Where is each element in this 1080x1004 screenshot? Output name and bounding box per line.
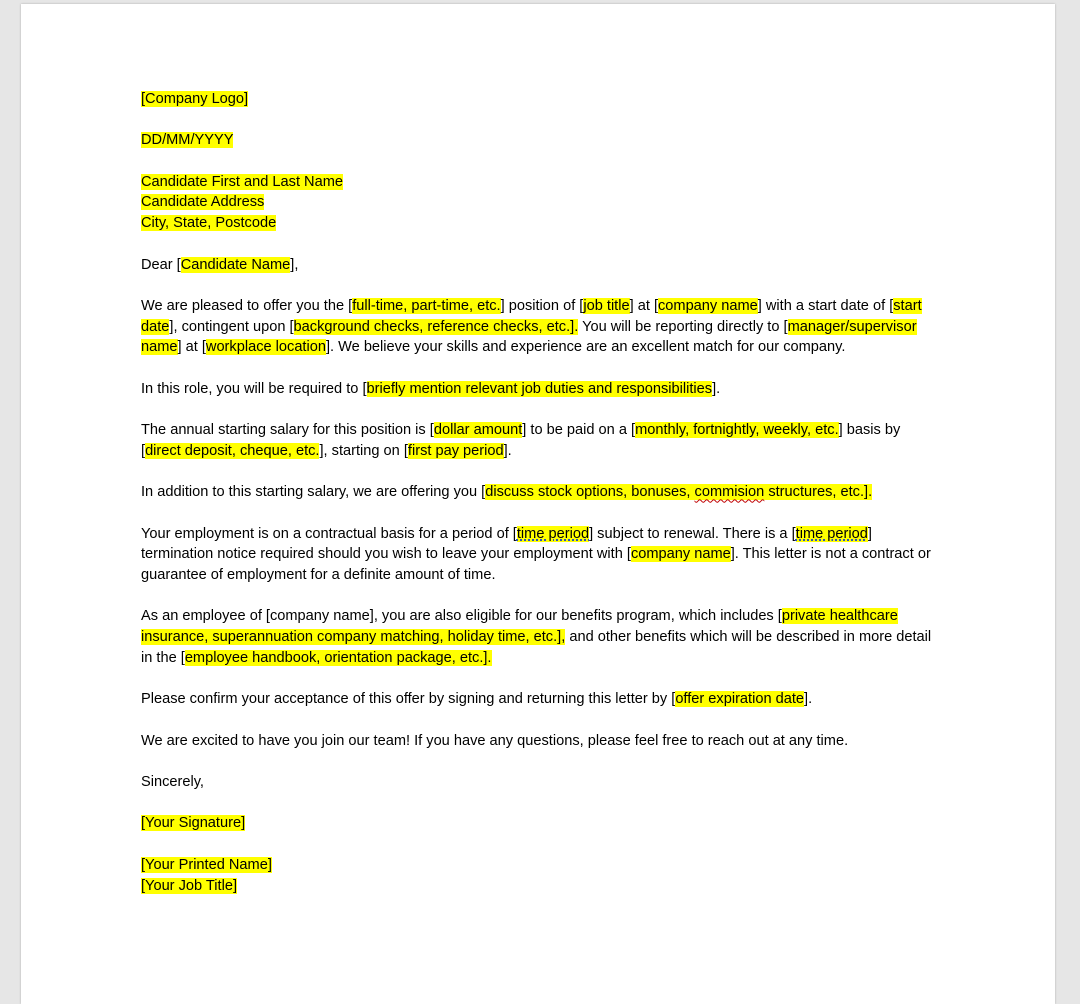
salary-paragraph: The annual starting salary for this position is [dollar amount] to be paid on a [monthly, fortnightly, weekly, etc.] basis by [direct deposit, cheque, etc.], starting on [first pay period]. xyxy=(141,422,901,459)
benefits-paragraph: As an employee of [company name], you are also eligible for our benefits program, which includes [private healthcare insurance, superannuation company matching, holiday time, etc.], and other benefits which will be described in more detail in the [employee handbook, orientation package, etc.]. xyxy=(141,608,932,666)
closing-paragraph: We are excited to have you join our team! If you have any questions, please feel free to reach out at any time. xyxy=(141,732,849,749)
document-page xyxy=(21,4,1055,1004)
job-title-placeholder: [Your Job Title] xyxy=(141,877,237,894)
closing-salutation: Sincerely, xyxy=(141,774,204,791)
greeting: Dear [Candidate Name], xyxy=(141,256,299,273)
additional-compensation-paragraph: In addition to this starting salary, we are offering you [discuss stock options, bonuses, commision structures, etc.]. xyxy=(141,484,873,501)
date-placeholder: DD/MM/YYYY xyxy=(141,132,234,149)
signer-block xyxy=(141,855,941,896)
candidate-name-line: Candidate First and Last Name xyxy=(141,173,343,190)
offer-paragraph: We are pleased to offer you the [full-time, part-time, etc.] position of [job title] at [company name] with a start date of [start date], contingent upon [background checks, reference checks, etc.]. You will be reporting directly to [manager/supervisor name] at [workplace location]. We believe your skills and experience are an excellent match for our company. xyxy=(141,297,922,356)
candidate-city-line: City, State, Postcode xyxy=(141,215,277,232)
signature-placeholder: [Your Signature] xyxy=(141,815,246,832)
printed-name-placeholder: [Your Printed Name] xyxy=(141,856,272,873)
grammar-flag-word[interactable]: time period xyxy=(516,525,590,542)
acceptance-paragraph: Please confirm your acceptance of this offer by signing and returning this letter by [offer expiration date]. xyxy=(141,691,813,708)
spelling-error-word[interactable]: commision xyxy=(694,484,765,501)
company-logo-placeholder: [Company Logo] xyxy=(141,91,249,107)
candidate-address-line: Candidate Address xyxy=(141,194,265,211)
candidate-address-block xyxy=(141,172,941,234)
role-paragraph: In this role, you will be required to [briefly mention relevant job duties and responsibilities]. xyxy=(141,380,721,397)
employment-terms-paragraph: Your employment is on a contractual basis for a period of [time period] subject to renewal. There is a [time period] termination notice required should you wish to leave your employment with [company name]. This letter is not a contract or guarantee of employment for a definite amount of time. xyxy=(141,525,931,584)
letter-body[interactable] xyxy=(141,89,941,917)
grammar-flag-word[interactable]: time period xyxy=(795,525,868,542)
